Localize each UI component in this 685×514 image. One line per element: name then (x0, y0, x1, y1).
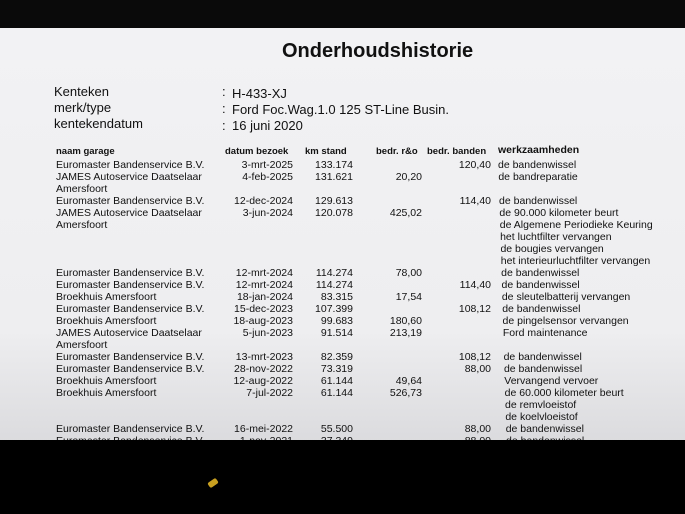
cell-date: 3-mrt-2025 (241, 159, 293, 171)
cell-garage: JAMES Autoservice Daatselaar (56, 327, 202, 340)
cell-work: de 90.000 kilometer beurt (499, 207, 619, 220)
field-colon: : (222, 84, 226, 99)
cell-date: 12-mrt-2024 (235, 267, 293, 280)
cell-km: 120.078 (315, 207, 353, 220)
cell-date: 12-mrt-2024 (235, 279, 293, 292)
cell-km: 82.359 (320, 351, 353, 364)
cell-km: 91.514 (320, 327, 353, 340)
cell-garage: JAMES Autoservice Daatselaar (56, 171, 202, 184)
cell-banden: 88,00 (464, 423, 491, 436)
cell-date: 16-mei-2022 (234, 423, 293, 436)
cell-km: 133.174 (315, 159, 353, 171)
cell-work: de sleutelbatterij vervangen (501, 291, 631, 304)
cell-ro: 526,73 (389, 387, 422, 400)
cell-banden: 108,12 (458, 351, 491, 364)
cell-work: de bandenwissel (498, 159, 577, 171)
cell-garage: Amersfoort (56, 183, 108, 196)
header-date: datum bezoek (225, 146, 289, 157)
cell-work: de bandenwissel (501, 267, 580, 280)
cell-garage: Euromaster Bandenservice B.V. (56, 363, 205, 376)
cell-work: de koelvloeistof (505, 411, 578, 424)
cell-date: 18-jan-2024 (236, 291, 293, 304)
cell-date: 12-aug-2022 (233, 375, 293, 388)
header-ro: bedr. r&o (376, 146, 418, 157)
cell-garage: Amersfoort (56, 339, 108, 352)
cell-work: het luchtfilter vervangen (500, 231, 612, 244)
cell-date: 13-mrt-2023 (235, 351, 293, 364)
cell-work: Ford maintenance (502, 327, 588, 340)
cell-km: 129.613 (315, 195, 353, 208)
cell-work: de bandenwissel (503, 363, 583, 376)
cell-date: 5-jun-2023 (242, 327, 293, 340)
cell-garage: JAMES Autoservice Daatselaar (56, 207, 202, 220)
cell-km: 114.274 (315, 279, 353, 292)
cell-km: 99.683 (320, 315, 353, 328)
cell-km: 55.500 (320, 423, 353, 436)
cell-date: 3-jun-2024 (242, 207, 293, 220)
cell-garage: Euromaster Bandenservice B.V. (56, 159, 205, 171)
cell-banden: 114,40 (459, 195, 491, 208)
cell-work: de bandenwissel (505, 423, 584, 436)
cell-banden: 114,40 (459, 279, 491, 292)
cell-km: 73.319 (320, 363, 353, 376)
cell-garage: Euromaster Bandenservice B.V. (56, 279, 205, 292)
cell-garage: Euromaster Bandenservice B.V. (56, 303, 205, 316)
field-label-kentekendatum: kentekendatum (54, 116, 143, 131)
cell-km: 114.274 (315, 267, 353, 280)
cell-work: de bandreparatie (498, 171, 578, 184)
cell-ro: 425,02 (389, 207, 422, 220)
cell-km: 131.621 (315, 171, 353, 184)
cell-work: de Algemene Periodieke Keuring (499, 219, 653, 232)
cell-km: 61.144 (320, 387, 353, 400)
cell-banden: 88,00 (464, 363, 491, 376)
cell-work: de bandenwissel (502, 303, 581, 316)
cell-work: het interieurluchtfilter vervangen (500, 255, 651, 268)
cell-date: 12-dec-2024 (234, 195, 293, 208)
cell-work: de remvloeistof (505, 399, 577, 412)
field-colon: : (222, 118, 226, 133)
cell-garage: Broekhuis Amersfoort (56, 387, 157, 400)
cell-garage: Euromaster Bandenservice B.V. (56, 423, 205, 436)
cell-banden: 120,40 (458, 159, 491, 171)
cell-km: 83.315 (320, 291, 353, 304)
cell-date: 4-feb-2025 (242, 171, 293, 184)
document-page (0, 28, 685, 460)
cell-garage: Euromaster Bandenservice B.V. (56, 195, 205, 208)
cell-date: 18-aug-2023 (233, 315, 293, 328)
cell-ro: 78,00 (395, 267, 422, 280)
cell-garage: Broekhuis Amersfoort (56, 375, 157, 388)
field-label-kenteken: Kenteken (54, 84, 109, 99)
photo-shadow (0, 440, 685, 514)
header-garage: naam garage (56, 146, 115, 157)
cell-work: de pingelsensor vervangen (502, 315, 629, 328)
cell-banden: 108,12 (458, 303, 491, 316)
cell-work: de bandenwissel (499, 195, 578, 208)
cell-garage: Broekhuis Amersfoort (56, 315, 157, 328)
cell-date: 15-dec-2023 (234, 303, 293, 316)
cell-date: 7-jul-2022 (246, 387, 293, 400)
cell-garage: Broekhuis Amersfoort (56, 291, 157, 304)
field-value-kentekendatum: 16 juni 2020 (232, 118, 303, 133)
cell-work: de bougies vervangen (500, 243, 604, 256)
cell-garage: Euromaster Bandenservice B.V. (56, 267, 205, 280)
field-colon: : (222, 101, 226, 116)
cell-work: de bandenwissel (501, 279, 580, 292)
field-value-kenteken: H-433-XJ (232, 86, 287, 101)
cell-work: de 60.000 kilometer beurt (504, 387, 624, 400)
header-banden: bedr. banden (427, 146, 487, 157)
cell-work: Vervangend vervoer (504, 375, 599, 388)
cell-ro: 17,54 (395, 291, 422, 304)
cell-km: 61.144 (320, 375, 353, 388)
cell-work: de bandenwissel (503, 351, 582, 364)
cell-ro: 213,19 (389, 327, 422, 340)
cell-garage: Euromaster Bandenservice B.V. (56, 351, 205, 364)
field-label-merk-type: merk/type (54, 100, 112, 115)
cell-garage: Amersfoort (56, 219, 108, 232)
cell-ro: 49,64 (395, 375, 422, 388)
header-km: km stand (305, 146, 347, 157)
field-value-merk-type: Ford Foc.Wag.1.0 125 ST-Line Busin. (232, 102, 450, 117)
cell-ro: 20,20 (395, 171, 422, 184)
cell-ro: 180,60 (389, 315, 422, 328)
header-work: werkzaamheden (498, 144, 580, 156)
cell-date: 28-nov-2022 (234, 363, 293, 376)
cell-km: 107.399 (315, 303, 353, 316)
page-title: Onderhoudshistorie (282, 40, 474, 62)
